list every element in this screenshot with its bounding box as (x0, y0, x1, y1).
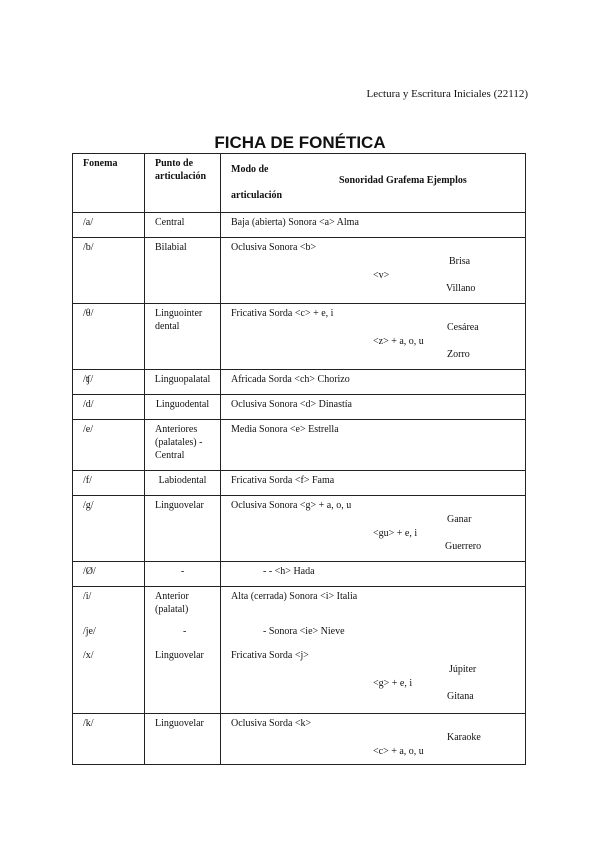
example-1: Júpiter (449, 664, 477, 675)
header-modo-label: Modo de articulación (231, 164, 283, 201)
modo-text: Oclusiva Sorda <k> (231, 718, 312, 729)
table-row (73, 395, 526, 420)
modo-cell: Media Sonora <e> Estrella (221, 420, 526, 471)
fonema-cell: /e/ (73, 420, 145, 471)
example-1: Brisa (449, 256, 471, 267)
example-1: Ganar (447, 514, 472, 525)
modo-cell: - - <h> Hada (221, 562, 526, 587)
punto-cell: Linguointer dental (145, 304, 221, 370)
fonema-je: /je/ (83, 626, 96, 637)
modo-x: Fricativa Sorda <j> (231, 650, 309, 661)
fonema-cell: /Ø/ (73, 562, 145, 587)
example-2: Zorro (447, 349, 470, 360)
punto-cell: Linguodental (145, 395, 221, 420)
grapheme-2: <v> (373, 270, 390, 281)
punto-cell: - (145, 562, 221, 587)
modo-cell: Africada Sorda <ch> Chorizo (221, 370, 526, 395)
modo-i: Alta (cerrada) Sonora <i> Italia (231, 591, 358, 602)
header-modo (221, 154, 526, 213)
punto-cell: Bilabial (145, 238, 221, 304)
grapheme-2: <z> + a, o, u (373, 336, 424, 347)
table-row (73, 370, 526, 395)
modo-cell (221, 587, 526, 714)
header-punto: Punto de articulación (145, 154, 221, 213)
fonema-cell: /k/ (73, 714, 145, 765)
example-1: Karaoke (447, 732, 481, 743)
punto-cell (145, 587, 221, 714)
table-row (73, 714, 526, 765)
header-fonema: Fonema (73, 154, 145, 213)
punto-cell: Linguopalatal (145, 370, 221, 395)
fonema-cell (73, 587, 145, 714)
modo-cell: Fricativa Sorda <f> Fama (221, 471, 526, 496)
fonema-cell: /d/ (73, 395, 145, 420)
punto-cell: Central (145, 213, 221, 238)
fonema-cell: /f/ (73, 471, 145, 496)
modo-cell (221, 496, 526, 562)
table-row (73, 238, 526, 304)
fonema-cell: /a/ (73, 213, 145, 238)
example-2: Villano (446, 283, 476, 294)
modo-cell (221, 714, 526, 765)
header-rest-label: Sonoridad Grafema Ejemplos (339, 175, 467, 186)
table-row (73, 213, 526, 238)
fonema-i: /i/ (83, 591, 92, 602)
modo-text: Oclusiva Sonora <g> + a, o, u (231, 500, 352, 511)
table-row (73, 562, 526, 587)
table-row (73, 304, 526, 370)
table-row (73, 496, 526, 562)
table-row (73, 471, 526, 496)
punto-cell: Linguovelar (145, 714, 221, 765)
modo-cell: Baja (abierta) Sonora <a> Alma (221, 213, 526, 238)
table-header-row (73, 154, 526, 213)
grapheme-2: <g> + e, i (373, 678, 413, 689)
fonema-x: /x/ (83, 650, 94, 661)
example-2: Guerrero (445, 541, 482, 552)
page-title: FICHA DE FONÉTICA (214, 133, 386, 152)
phonetics-table (72, 153, 526, 765)
modo-cell (221, 304, 526, 370)
fonema-cell: /ʧ/ (73, 370, 145, 395)
punto-x: Linguovelar (155, 650, 204, 661)
grapheme-2: <gu> + e, i (373, 528, 418, 539)
grapheme-2: <c> + a, o, u (373, 746, 424, 757)
fonema-cell: /b/ (73, 238, 145, 304)
example-2: Gitana (447, 691, 474, 702)
table-row (73, 587, 526, 714)
fonema-cell: /θ/ (73, 304, 145, 370)
punto-je: - (183, 626, 187, 637)
punto-i: Anterior (palatal) (155, 591, 189, 615)
table-row (73, 420, 526, 471)
modo-cell (221, 238, 526, 304)
punto-cell: Labiodental (145, 471, 221, 496)
punto-cell: Linguovelar (145, 496, 221, 562)
punto-cell: Anteriores (palatales) - Central (145, 420, 221, 471)
modo-je: - Sonora <ie> Nieve (263, 626, 345, 637)
modo-cell: Oclusiva Sonora <d> Dinastía (221, 395, 526, 420)
document-header: Lectura y Escritura Iniciales (22112) (366, 88, 528, 100)
modo-text: Oclusiva Sonora <b> (231, 242, 317, 253)
example-1: Cesárea (447, 322, 479, 333)
fonema-cell: /g/ (73, 496, 145, 562)
modo-text: Fricativa Sorda <c> + e, i (231, 308, 334, 319)
